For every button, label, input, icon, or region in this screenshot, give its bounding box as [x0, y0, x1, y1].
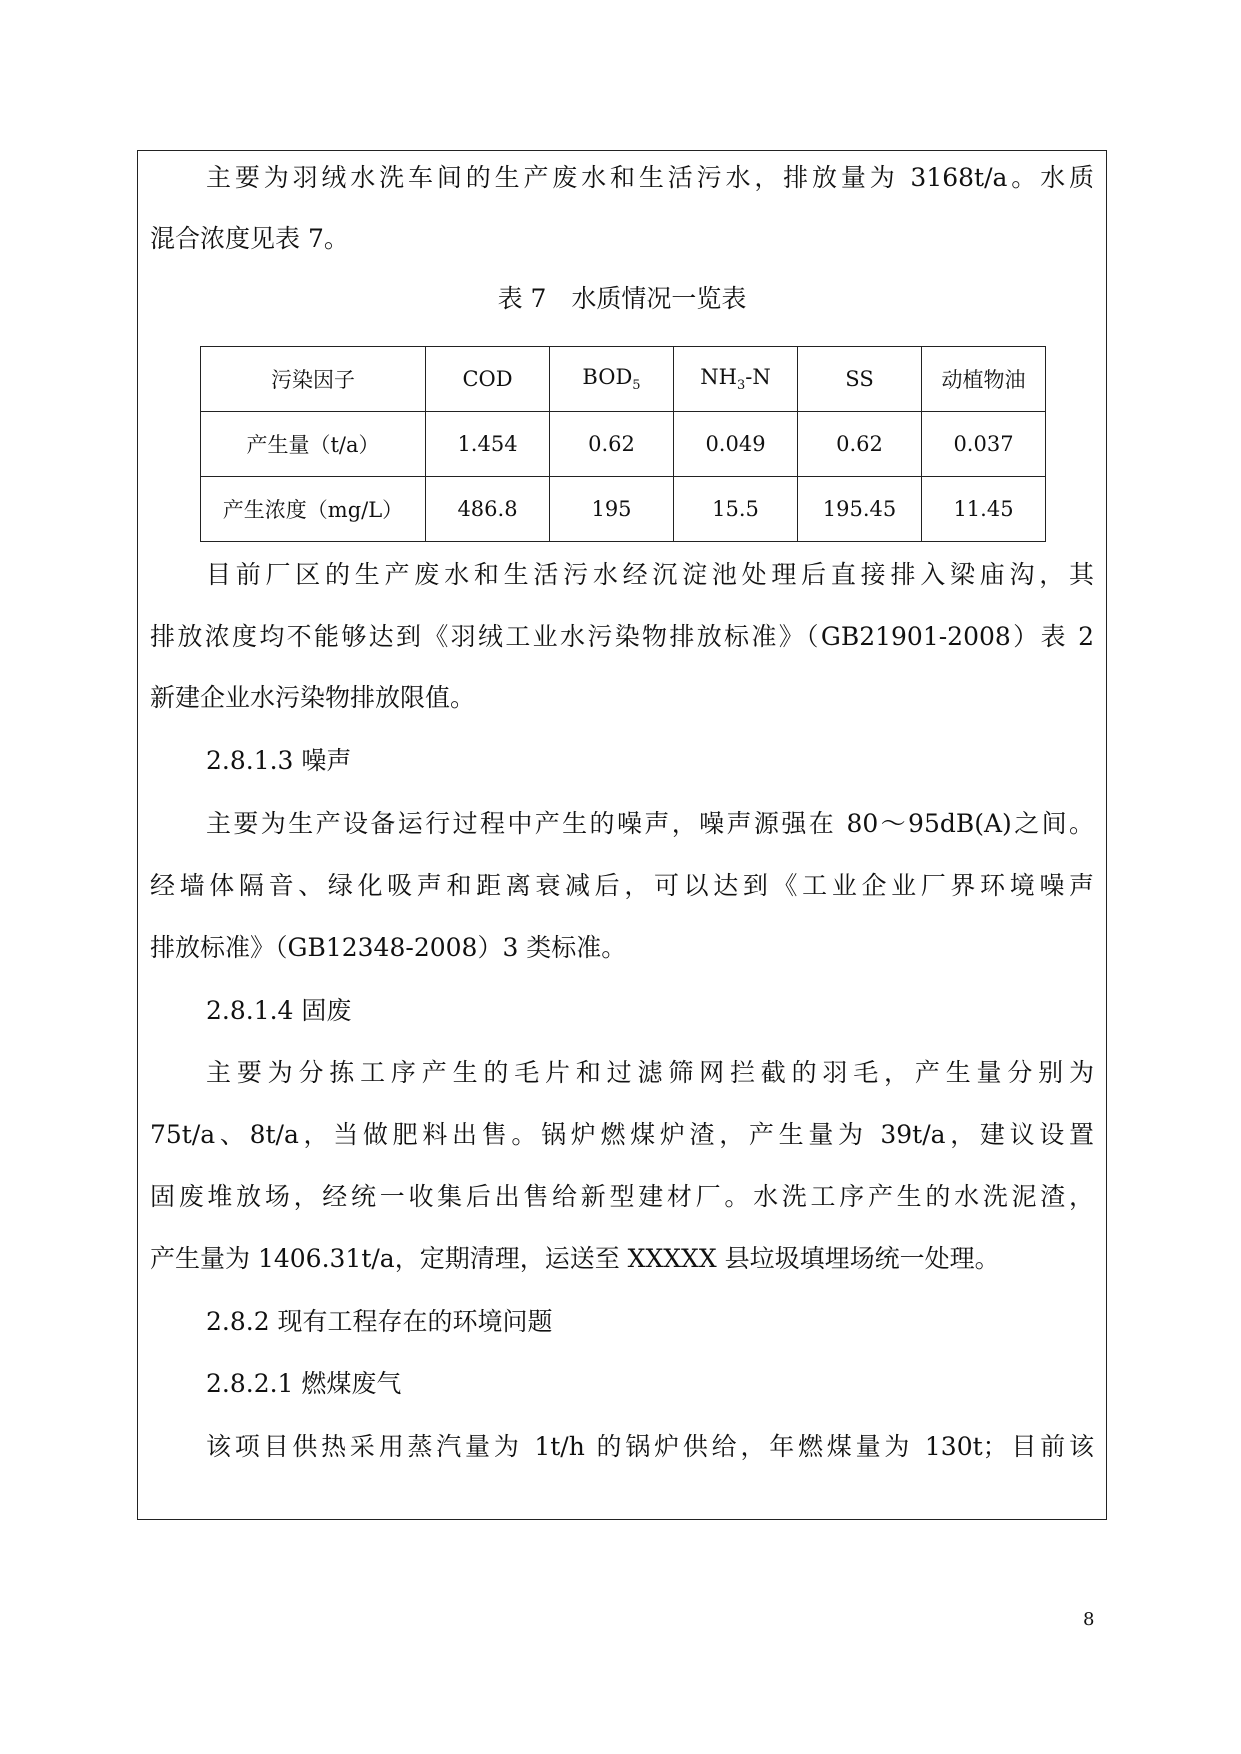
paragraph-line: 目前厂区的生产废水和生活污水经沉淀池处理后直接排入梁庙沟，其 — [206, 560, 1094, 589]
section-heading-coal: 2.8.2.1 燃煤废气 — [206, 1369, 402, 1398]
header-cell-bod5 — [550, 347, 674, 412]
section-heading-problems: 2.8.2 现有工程存在的环境问题 — [206, 1307, 553, 1336]
paragraph-line: 75t/a、8t/a，当做肥料出售。锅炉燃煤炉渣，产生量为 39t/a，建议设置 — [150, 1120, 1094, 1149]
water-quality-table — [200, 346, 1046, 542]
row-label: 产生浓度（mg/L） — [201, 477, 426, 542]
section-heading-solid-waste: 2.8.1.4 固废 — [206, 996, 352, 1025]
table-cell: 195 — [550, 477, 674, 542]
table-row — [201, 477, 1046, 542]
table-cell: 15.5 — [674, 477, 798, 542]
table-cell: 486.8 — [426, 477, 550, 542]
table-cell: 1.454 — [426, 412, 550, 477]
header-cell-oil: 动植物油 — [922, 347, 1046, 412]
paragraph-line: 产生量为 1406.31t/a，定期清理，运送至 XXXXX 县垃圾填埋场统一处理。 — [150, 1244, 1000, 1273]
header-cell-ss: SS — [798, 347, 922, 412]
paragraph-line: 主要为生产设备运行过程中产生的噪声，噪声源强在 80～95dB(A)之间。 — [206, 809, 1094, 838]
header-cell-nh3n — [674, 347, 798, 412]
paragraph-line: 排放标准》（GB12348-2008）3 类标准。 — [150, 933, 627, 962]
table-cell: 0.62 — [550, 412, 674, 477]
table-header-row — [201, 347, 1046, 412]
row-label: 产生量（t/a） — [201, 412, 426, 477]
header-cell-factor: 污染因子 — [201, 347, 426, 412]
paragraph-line: 新建企业水污染物排放限值。 — [150, 683, 476, 712]
section-heading-noise: 2.8.1.3 噪声 — [206, 746, 352, 775]
nh-label: NH — [700, 364, 737, 389]
paragraph-line: 固废堆放场，经统一收集后出售给新型建材厂。水洗工序产生的水洗泥渣， — [150, 1182, 1094, 1211]
table-row — [201, 412, 1046, 477]
paragraph-line: 经墙体隔音、绿化吸声和距离衰减后，可以达到《工业企业厂界环境噪声 — [150, 871, 1094, 900]
nh-subscript: 3 — [736, 378, 746, 394]
page-number: 8 — [1083, 1609, 1095, 1630]
paragraph-line: 主要为羽绒水洗车间的生产废水和生活污水，排放量为 3168t/a。水质 — [206, 163, 1094, 192]
table-caption: 表 7 水质情况一览表 — [497, 284, 747, 313]
bod-label: BOD — [582, 364, 633, 389]
paragraph-line: 排放浓度均不能够达到《羽绒工业水污染物排放标准》（GB21901-2008）表 2 — [150, 622, 1094, 651]
table-cell: 0.049 — [674, 412, 798, 477]
bod-subscript: 5 — [632, 378, 641, 394]
paragraph-line: 主要为分拣工序产生的毛片和过滤筛网拦截的羽毛，产生量分别为 — [206, 1058, 1094, 1087]
document-frame — [137, 150, 1107, 1520]
table-cell: 11.45 — [922, 477, 1046, 542]
nh-suffix: -N — [745, 364, 771, 389]
paragraph-line: 混合浓度见表 7。 — [150, 224, 349, 253]
table-cell: 0.037 — [922, 412, 1046, 477]
paragraph-line: 该项目供热采用蒸汽量为 1t/h 的锅炉供给，年燃煤量为 130t；目前该 — [206, 1432, 1094, 1461]
table-cell: 195.45 — [798, 477, 922, 542]
header-cell-cod: COD — [426, 347, 550, 412]
table-cell: 0.62 — [798, 412, 922, 477]
